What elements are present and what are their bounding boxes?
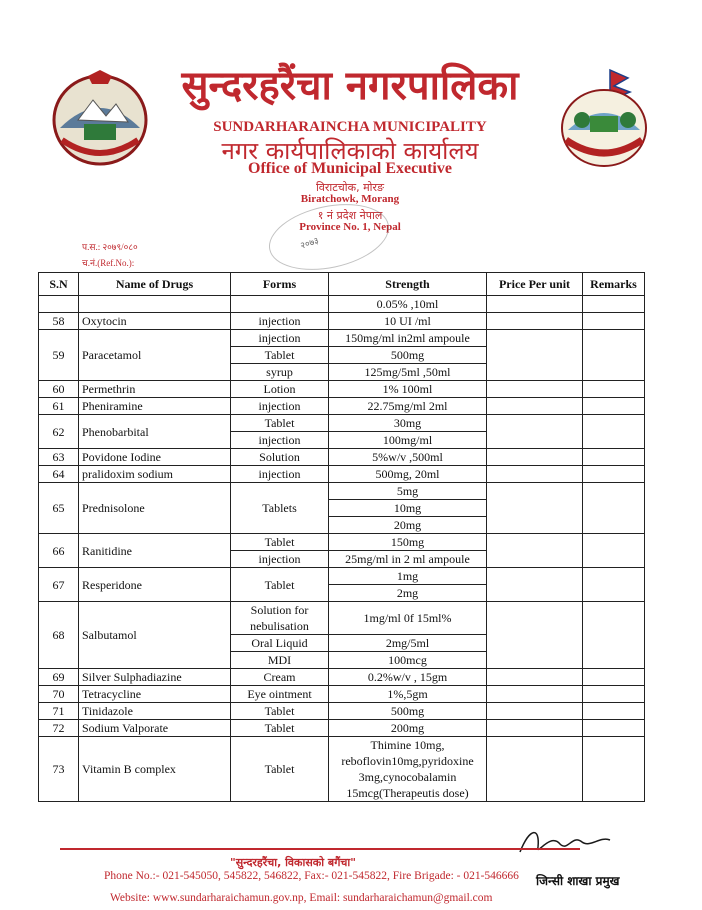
cell-drug-name: Oxytocin — [79, 313, 231, 330]
cell-form: Cream — [231, 669, 329, 686]
cell-remarks — [583, 568, 645, 602]
cell-form: Tablet — [231, 568, 329, 602]
table-row — [39, 313, 645, 330]
address-english: Biratchowk, Morang — [300, 193, 400, 205]
cell-drug-name: Povidone Iodine — [79, 449, 231, 466]
stamp-text: २०७३ — [299, 236, 321, 252]
table-body — [39, 296, 645, 802]
cell-drug-name: Pheniramine — [79, 398, 231, 415]
cell-strength: 2mg — [329, 585, 487, 602]
cell-price — [487, 381, 583, 398]
office-stamp — [263, 194, 395, 280]
cell-price — [487, 483, 583, 534]
cell-strength: 1mg/ml 0f 15ml% — [329, 602, 487, 635]
cell-strength: 10mg — [329, 500, 487, 517]
cell-form: injection — [231, 313, 329, 330]
cell-price — [487, 720, 583, 737]
province-english: Province No. 1, Nepal — [299, 221, 401, 233]
footer-phone: Phone No.:- 021-545050, 545822, 546822, Fax:- 021-545822, Fire Brigade: - 021-546666 — [104, 870, 519, 882]
table-row — [39, 483, 645, 500]
office-title-english: Office of Municipal Executive — [248, 160, 452, 177]
table-row — [39, 703, 645, 720]
drugs-table — [38, 272, 645, 802]
cell-strength: 150mg/ml in2ml ampoule — [329, 330, 487, 347]
footer-motto: "सुन्दरहरैंचा, विकासको बगैंचा" — [230, 856, 356, 869]
table-row — [39, 449, 645, 466]
cell-strength: 25mg/ml in 2 ml ampoule — [329, 551, 487, 568]
cell-sn: 66 — [39, 534, 79, 568]
cell-strength: 500mg — [329, 347, 487, 364]
cell-drug-name: Tetracycline — [79, 686, 231, 703]
cell-sn: 71 — [39, 703, 79, 720]
cell-form: injection — [231, 398, 329, 415]
cell-sn: 58 — [39, 313, 79, 330]
cell-price — [487, 466, 583, 483]
signature-icon — [510, 822, 620, 862]
nepal-emblem-icon — [48, 68, 152, 168]
cell-strength: 200mg — [329, 720, 487, 737]
header-remarks: Remarks — [583, 273, 645, 296]
cell-form: Lotion — [231, 381, 329, 398]
cell-remarks — [583, 398, 645, 415]
cell-remarks — [583, 602, 645, 669]
header-name: Name of Drugs — [79, 273, 231, 296]
cell-form: Tablet — [231, 415, 329, 432]
cell-strength: 125mg/5ml ,50ml — [329, 364, 487, 381]
cell-remarks — [583, 381, 645, 398]
cell-drug-name: Silver Sulphadiazine — [79, 669, 231, 686]
cell-strength: 100mcg — [329, 652, 487, 669]
municipality-title-nepali: सुन्दरहरैंचा नगरपालिका — [181, 63, 519, 109]
municipality-emblem-icon — [552, 66, 656, 170]
cell-remarks — [583, 330, 645, 381]
signature-title: जिन्सी शाखा प्रमुख — [536, 874, 620, 888]
table-header-row — [39, 273, 645, 296]
cell-drug-name: pralidoxim sodium — [79, 466, 231, 483]
cell-sn: 70 — [39, 686, 79, 703]
cell-remarks — [583, 483, 645, 534]
cell-sn: 73 — [39, 737, 79, 802]
table-row — [39, 720, 645, 737]
cell-drug-name: Vitamin B complex — [79, 737, 231, 802]
cell-sn: 59 — [39, 330, 79, 381]
province-nepali: १ नं प्रदेश नेपाल — [317, 209, 383, 222]
table-row — [39, 568, 645, 585]
cell-strength: 5mg — [329, 483, 487, 500]
cell-sn: 60 — [39, 381, 79, 398]
cell-remarks — [583, 703, 645, 720]
cell-strength: 1%,5gm — [329, 686, 487, 703]
cell-drug-name: Prednisolone — [79, 483, 231, 534]
cell-remarks — [583, 720, 645, 737]
cell-strength: 2mg/5ml — [329, 635, 487, 652]
header-price: Price Per unit — [487, 273, 583, 296]
cell-price — [487, 703, 583, 720]
cell-price — [487, 686, 583, 703]
cell-form: Oral Liquid — [231, 635, 329, 652]
cell-price — [487, 415, 583, 449]
cell-drug-name: Resperidone — [79, 568, 231, 602]
cell-sn: 69 — [39, 669, 79, 686]
cell-form: syrup — [231, 364, 329, 381]
cell-form: injection — [231, 551, 329, 568]
cell-strength: 0.2%w/v , 15gm — [329, 669, 487, 686]
cell-price — [487, 602, 583, 669]
table-row — [39, 669, 645, 686]
cell-form: Eye ointment — [231, 686, 329, 703]
cell-form: Tablet — [231, 720, 329, 737]
cell-form: Tablet — [231, 703, 329, 720]
cell-form: injection — [231, 330, 329, 347]
cell-sn: 64 — [39, 466, 79, 483]
cell-form: MDI — [231, 652, 329, 669]
cell-sn: 67 — [39, 568, 79, 602]
cell-form: Solution — [231, 449, 329, 466]
table-row — [39, 602, 645, 635]
cell-remarks — [583, 737, 645, 802]
cell-remarks — [583, 415, 645, 449]
cell-drug-name: Sodium Valporate — [79, 720, 231, 737]
header-forms: Forms — [231, 273, 329, 296]
table-row — [39, 686, 645, 703]
cell-drug-name — [79, 296, 231, 313]
cell-strength: 100mg/ml — [329, 432, 487, 449]
reference-ps: प.स.: २०७९/०८० — [82, 242, 138, 252]
cell-drug-name: Salbutamol — [79, 602, 231, 669]
cell-remarks — [583, 466, 645, 483]
table-row — [39, 415, 645, 432]
table-row — [39, 737, 645, 802]
cell-sn: 63 — [39, 449, 79, 466]
cell-drug-name: Permethrin — [79, 381, 231, 398]
cell-form: Solution for nebulisation — [231, 602, 329, 635]
cell-form: Tablet — [231, 737, 329, 802]
cell-sn: 65 — [39, 483, 79, 534]
cell-price — [487, 313, 583, 330]
cell-price — [487, 568, 583, 602]
table-row — [39, 398, 645, 415]
cell-strength: 1% 100ml — [329, 381, 487, 398]
cell-strength: Thimine 10mg, reboflovin10mg,pyridoxine 3mg,cynocobalamin 15mcg(Therapeutis dose) — [329, 737, 487, 802]
cell-price — [487, 398, 583, 415]
table-row — [39, 330, 645, 347]
cell-remarks — [583, 686, 645, 703]
cell-price — [487, 296, 583, 313]
footer-website: Website: www.sundarharaichamun.gov.np, Email: sundarharaichamun@gmail.com — [110, 892, 493, 904]
cell-remarks — [583, 669, 645, 686]
table-row — [39, 466, 645, 483]
cell-drug-name: Ranitidine — [79, 534, 231, 568]
cell-price — [487, 669, 583, 686]
cell-strength: 0.05% ,10ml — [329, 296, 487, 313]
cell-strength: 150mg — [329, 534, 487, 551]
cell-form: Tablet — [231, 534, 329, 551]
cell-remarks — [583, 449, 645, 466]
table-row — [39, 381, 645, 398]
footer-divider — [60, 848, 580, 850]
table-row — [39, 296, 645, 313]
header-sn: S.N — [39, 273, 79, 296]
cell-strength: 500mg — [329, 703, 487, 720]
cell-strength: 20mg — [329, 517, 487, 534]
cell-strength: 30mg — [329, 415, 487, 432]
reference-number: च.नं.(Ref.No.): — [82, 258, 135, 268]
letterhead — [0, 0, 702, 270]
cell-drug-name: Paracetamol — [79, 330, 231, 381]
cell-strength: 10 UI /ml — [329, 313, 487, 330]
cell-strength: 5%w/v ,500ml — [329, 449, 487, 466]
cell-sn — [39, 296, 79, 313]
office-title-nepali: नगर कार्यपालिकाको कार्यालय — [221, 137, 479, 165]
cell-form: injection — [231, 432, 329, 449]
table-row — [39, 534, 645, 551]
cell-drug-name: Tinidazole — [79, 703, 231, 720]
cell-strength: 1mg — [329, 568, 487, 585]
cell-form: Tablets — [231, 483, 329, 534]
cell-price — [487, 534, 583, 568]
cell-price — [487, 449, 583, 466]
cell-form: injection — [231, 466, 329, 483]
cell-form: Tablet — [231, 347, 329, 364]
cell-price — [487, 737, 583, 802]
cell-sn: 68 — [39, 602, 79, 669]
cell-remarks — [583, 313, 645, 330]
cell-price — [487, 330, 583, 381]
header-strength: Strength — [329, 273, 487, 296]
cell-drug-name: Phenobarbital — [79, 415, 231, 449]
cell-sn: 61 — [39, 398, 79, 415]
cell-remarks — [583, 534, 645, 568]
municipality-title-english: SUNDARHARAINCHA MUNICIPALITY — [213, 119, 487, 135]
cell-strength: 22.75mg/ml 2ml — [329, 398, 487, 415]
address-nepali: विराटचोक, मोरङ — [315, 181, 385, 194]
cell-strength: 500mg, 20ml — [329, 466, 487, 483]
cell-remarks — [583, 296, 645, 313]
cell-sn: 62 — [39, 415, 79, 449]
cell-sn: 72 — [39, 720, 79, 737]
cell-form — [231, 296, 329, 313]
